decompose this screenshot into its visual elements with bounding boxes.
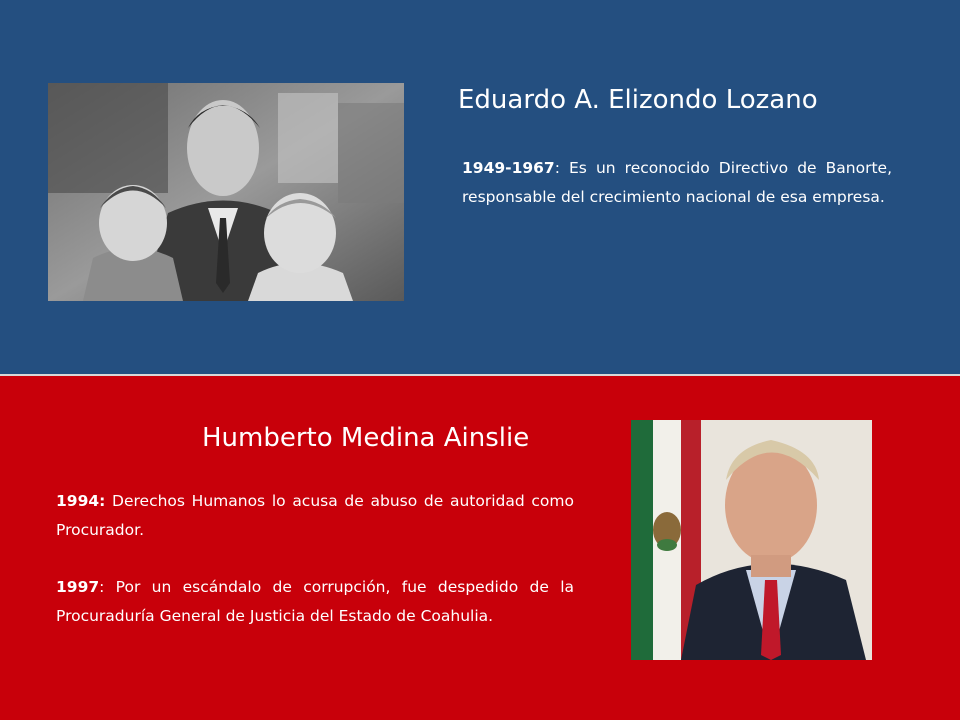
bio-entry-1994 bbox=[56, 487, 574, 545]
bio-year: 1949-1967 bbox=[462, 159, 555, 177]
person-name-elizondo: Eduardo A. Elizondo Lozano bbox=[458, 85, 818, 115]
bio-text: : Por un escándalo de corrupción, fue despedido de la Procuraduría General de Justicia del Estado de Coahulia. bbox=[56, 578, 574, 625]
bio-text: : Es un reconocido Directivo de Banorte, responsable del crecimiento nacional de esa empresa. bbox=[462, 159, 892, 206]
bio-elizondo bbox=[462, 154, 892, 212]
bio-entry-1997 bbox=[56, 573, 574, 631]
bio-year: 1997 bbox=[56, 578, 100, 596]
portrait-photo bbox=[631, 420, 872, 660]
bio-year: 1994: bbox=[56, 492, 106, 510]
person-name-medina: Humberto Medina Ainslie bbox=[202, 423, 530, 453]
bio-text: Derechos Humanos lo acusa de abuso de autoridad como Procurador. bbox=[56, 492, 574, 539]
family-portrait-photo bbox=[48, 83, 404, 301]
